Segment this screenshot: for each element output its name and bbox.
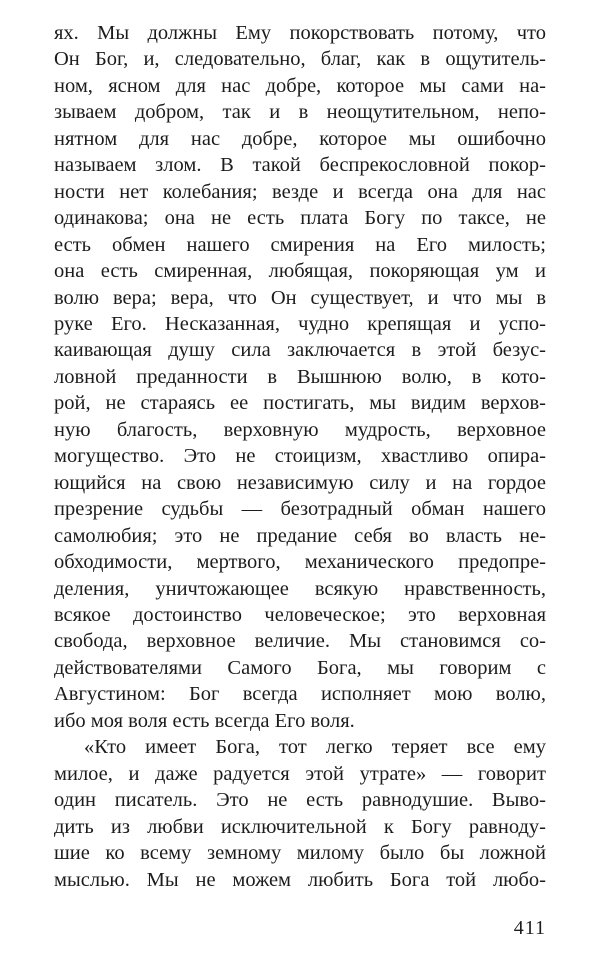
text-line: зываем добром, так и в неощутительном, непо- [54, 101, 546, 124]
text-line: она есть смиренная, любящая, покоряющая ум и [54, 260, 546, 283]
text-line: обходимости, мертвого, механического предопре- [54, 551, 546, 574]
text-line: рой, не стараясь ее постигать, мы видим верхов- [54, 392, 546, 415]
text-line: всякое достоинство человеческое; это верховная [54, 603, 546, 626]
text-line: дить из любви исключительной к Богу равноду- [54, 815, 546, 838]
text-line: самолюбия; это не предание себя во власть не- [54, 524, 546, 547]
text-line: ях. Мы должны Ему покорствовать потому, что [54, 22, 546, 44]
text-line: ном, ясном для нас добре, которое мы сами на- [54, 74, 546, 97]
text-line: свобода, верховное величие. Мы становимся со- [54, 630, 546, 653]
page-text [54, 20, 546, 893]
text-line: нятном для нас добре, которое мы ошибочно [54, 127, 546, 150]
text-line: презрение судьбы — безотрадный обман нашего [54, 498, 546, 521]
text-line: ловной преданности в Вышнюю волю, в кото- [54, 365, 546, 388]
page-number: 411 [513, 917, 546, 939]
text-line: один писатель. Это не есть равнодушие. Выво- [54, 789, 546, 812]
text-line: действователями Самого Бога, мы говорим с [54, 656, 546, 679]
text-line: есть обмен нашего смирения на Его милость; [54, 233, 546, 256]
text-line: деления, уничтожающее всякую нравственность, [54, 577, 546, 600]
text-line: одинакова; она не есть плата Богу по таксе, не [54, 207, 546, 230]
text-line: шие ко всему земному милому было бы ложной [54, 842, 546, 865]
text-line: мыслью. Мы не можем любить Бога той любо- [54, 868, 546, 891]
text-line: волю вера; вера, что Он существует, и что мы в [54, 286, 546, 309]
text-line: «Кто имеет Бога, тот легко теряет все ему [84, 736, 546, 759]
text-line: руке Его. Несказанная, чудно крепящая и успо- [54, 312, 546, 335]
text-line: каивающая душу сила заключается в этой безус- [54, 339, 546, 362]
text-line: ющийся на свою независимую силу и на гордое [54, 471, 546, 494]
text-line: могущество. Это не стоицизм, хвастливо опира- [54, 445, 546, 468]
text-line: ности нет колебания; везде и всегда она для нас [54, 180, 546, 203]
text-line: милое, и даже радуется этой утрате» — говорит [54, 762, 546, 785]
text-line: Он Бог, и, следовательно, благ, как в ощутитель- [54, 48, 546, 71]
text-line: ибо моя воля есть всегда Его воля. [54, 709, 355, 732]
text-line: Августином: Бог всегда исполняет мою волю, [54, 683, 546, 706]
text-line: ную благость, верховную мудрость, верховное [54, 418, 546, 441]
text-line: называем злом. В такой беспрекословной покор- [54, 154, 546, 177]
